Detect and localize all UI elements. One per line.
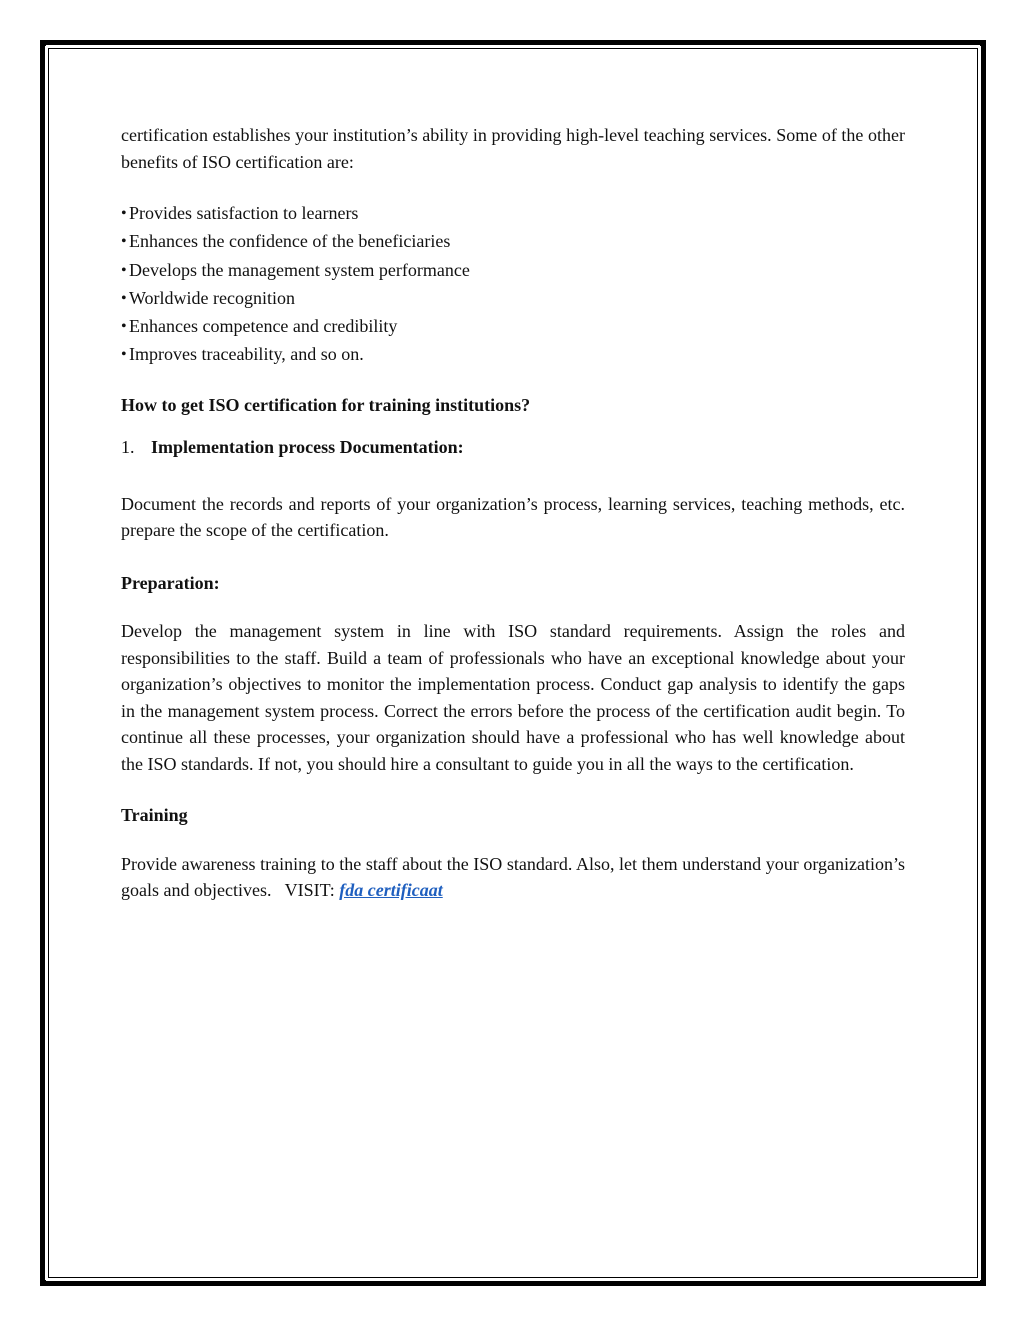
- intro-paragraph: certification establishes your institution’s ability in providing high-level teaching services. Some of the other benefits of ISO certification are:: [121, 125, 905, 172]
- document-body: [121, 122, 905, 904]
- step-1-heading: Implementation process Documentation:: [151, 437, 464, 458]
- bullet-icon: •: [121, 233, 127, 251]
- list-item-text: Enhances the confidence of the beneficiaries: [129, 231, 451, 252]
- list-item: [121, 313, 905, 341]
- training-heading: Training: [121, 805, 188, 826]
- bullet-icon: •: [121, 318, 127, 336]
- list-item-text: Provides satisfaction to learners: [129, 203, 359, 223]
- list-item: [121, 285, 905, 313]
- training-paragraph: [121, 851, 905, 904]
- preparation-heading: Preparation:: [121, 572, 220, 593]
- list-item-text: Improves traceability, and so on.: [129, 344, 364, 365]
- how-to-heading: How to get ISO certification for training institutions?: [121, 394, 531, 415]
- list-item-text: Develops the management system performance: [129, 259, 470, 280]
- step-1-heading-row: [121, 434, 905, 461]
- step-number: 1.: [121, 437, 135, 458]
- border-corner: [40, 1280, 46, 1286]
- border-corner: [980, 40, 986, 46]
- preparation-paragraph: Develop the management system in line with ISO standard requirements. Assign the roles and responsibilities to the staff. Build a team of professionals who have an exceptional knowledge about your organization’s objectives to monitor the implementation process. Conduct gap analysis to identify the gaps in the management system process. Correct the errors before the process of the certification audit begin. To continue all these processes, your organization should have a professional who has well knowledge about the ISO standards. If not, you should hire a consultant to guide you in all the ways to the certification.: [121, 621, 905, 774]
- benefits-list: [121, 200, 905, 370]
- list-item: [121, 341, 905, 369]
- border-corner: [980, 1280, 986, 1286]
- list-item-text: Worldwide recognition: [129, 287, 296, 308]
- border-corner: [40, 40, 46, 46]
- bullet-icon: •: [121, 205, 127, 222]
- training-text: Provide awareness training to the staff about the ISO standard. Also, let them understand your organization’s goals and objectives.: [121, 853, 905, 901]
- bullet-icon: •: [121, 346, 127, 364]
- bullet-icon: •: [121, 261, 127, 279]
- bullet-icon: •: [121, 289, 127, 307]
- list-item: [121, 228, 905, 256]
- fda-certificaat-link[interactable]: fda certificaat: [339, 880, 443, 901]
- documentation-paragraph: Document the records and reports of your organization’s process, learning services, teaching methods, etc. prepare the scope of the certification.: [121, 493, 905, 541]
- visit-label: VISIT:: [284, 880, 335, 901]
- list-item: [121, 200, 905, 228]
- list-item-text: Enhances competence and credibility: [129, 316, 398, 337]
- list-item: [121, 257, 905, 285]
